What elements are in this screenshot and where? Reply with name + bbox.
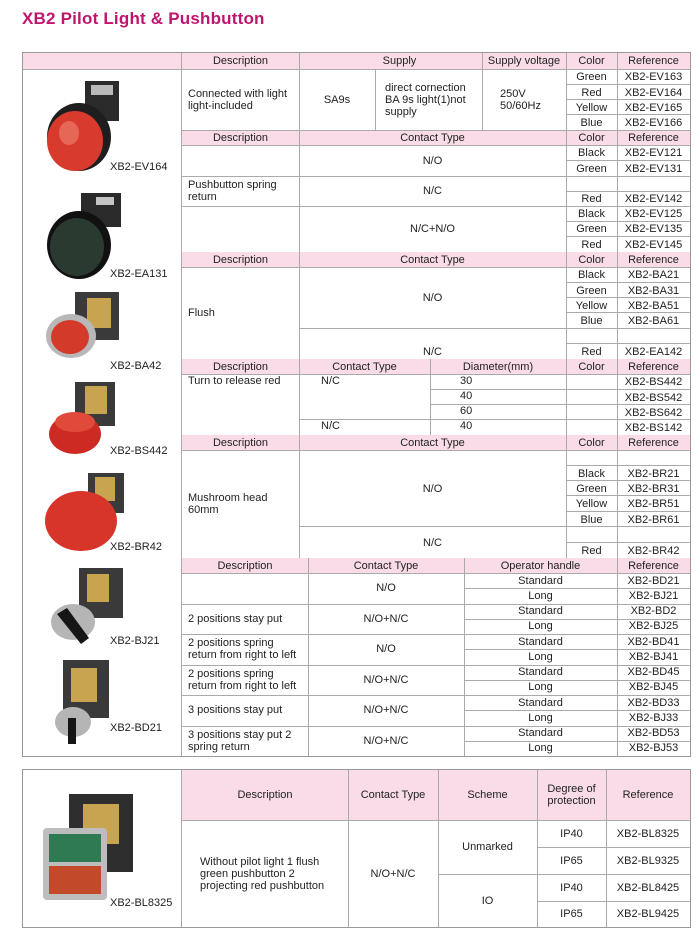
flush-ref [617, 329, 690, 344]
spring-color: Black [578, 207, 605, 220]
selector-contact: N/O+N/C [363, 612, 409, 625]
mushroom-color: Blue [580, 513, 603, 526]
spring-color: Red [581, 238, 602, 251]
bl-header-protection: Degree of protection [537, 770, 606, 820]
bl-protection: IP40 [560, 881, 583, 894]
flush-color: Red [581, 345, 602, 358]
operator-handle: Long [528, 620, 553, 633]
bl-ref: XB2-BL9325 [616, 854, 680, 867]
selector-ref: XB2-BJ25 [628, 620, 679, 633]
selector-contact: N/O+N/C [363, 704, 409, 717]
flush-color: Blue [580, 315, 603, 327]
pilot-ref: XB2-EV166 [624, 116, 683, 129]
selector-ref: XB2-BD45 [627, 666, 680, 679]
selector-ref: XB2-BJ53 [628, 742, 679, 755]
spring-contact: N/C [423, 185, 442, 197]
image-column-header [23, 53, 181, 69]
bl-contact: N/O+N/C [370, 867, 416, 880]
header-color: Color [566, 53, 617, 69]
product-label: XB2-EA131 [110, 268, 168, 280]
pilot-color: Red [581, 86, 602, 99]
mushroom-color: Yellow [575, 498, 608, 510]
mushroom-ref: XB2-BR42 [627, 544, 680, 557]
product-label: XB2-BJ21 [110, 635, 160, 647]
selector-description: 3 positions stay put 2 spring return [188, 728, 292, 753]
flush-ref: XB2-BA21 [627, 269, 680, 281]
selector-switch-photo [49, 658, 129, 748]
selector-contact: N/O+N/C [363, 673, 409, 686]
spring-ref: XB2-EV135 [624, 223, 683, 235]
bl-header-reference: Reference [606, 770, 690, 820]
header-description: Description [182, 558, 308, 573]
mushroom-description: Mushroom head 60mm [188, 492, 268, 516]
flush-red-button-photo [43, 288, 123, 363]
mushroom-color: Red [581, 544, 602, 557]
pilot-ref: XB2-EV165 [624, 101, 683, 114]
flush-color: Green [576, 284, 607, 297]
page-title: XB2 Pilot Light & Pushbutton [22, 9, 265, 28]
pilot-light-note: direct cornection BA 9s light(1)not supply [385, 81, 466, 118]
spring-ref: XB2-EV145 [624, 238, 683, 251]
pilot-color: Green [576, 71, 607, 83]
mushroom-contact: N/C [423, 537, 442, 549]
product-table [22, 52, 691, 757]
mushroom-ref: XB2-BR31 [627, 482, 680, 495]
selector-contact: N/O+N/C [363, 734, 409, 747]
diameter: 30 [460, 375, 473, 387]
header-diameter: Diameter(mm) [430, 359, 566, 374]
spring-ref: XB2-EV131 [624, 162, 683, 175]
spring-ref: XB2-EV142 [624, 192, 683, 205]
mushroom-color: Green [576, 482, 607, 495]
selector-contact: N/O [376, 582, 396, 595]
bl-protection: IP40 [560, 827, 583, 840]
header-reference: Reference [617, 53, 690, 69]
selector-ref: XB2-BD41 [627, 635, 680, 648]
bl-header-scheme: Scheme [438, 770, 537, 820]
flush-contact: N/C [423, 346, 442, 358]
header-description: Description [182, 359, 299, 374]
spring-ref: XB2-EV121 [624, 147, 683, 159]
turn-release-description: Turn to release red [188, 375, 281, 387]
operator-handle: Long [528, 589, 553, 602]
header-reference: Reference [617, 558, 690, 573]
mushroom-ref [617, 450, 690, 466]
flush-color [566, 329, 617, 344]
bl-description: Without pilot light 1 flush green pushbutton 2 projecting red pushbutton [200, 855, 325, 892]
spring-color: Red [581, 192, 602, 205]
header-reference: Reference [617, 359, 690, 374]
header-reference: Reference [617, 130, 690, 145]
turn-ref: XB2-BS542 [624, 391, 683, 404]
header-description: Description [182, 435, 299, 450]
bl-protection: IP65 [560, 908, 583, 920]
spring-color: Black [578, 147, 605, 159]
bl-scheme: Unmarked [462, 841, 513, 853]
mushroom-ref: XB2-BR61 [627, 513, 680, 526]
header-description: Description [182, 130, 299, 145]
operator-handle: Standard [518, 666, 563, 679]
header-reference: Reference [617, 252, 690, 267]
product-label: XB2-BD21 [110, 722, 162, 734]
operator-handle: Standard [518, 696, 563, 709]
bl-ref: XB2-BL9425 [616, 908, 680, 920]
spring-return-description: Pushbutton spring return [188, 179, 277, 203]
turn-release-contact: N/C [321, 375, 340, 387]
bl-header-contact-type: Contact Type [348, 770, 438, 820]
red-pilot-light-photo [41, 75, 131, 175]
selector-description: 2 positions stay put [188, 612, 283, 625]
spring-color [566, 176, 617, 191]
selector-ref: XB2-BJ21 [628, 589, 679, 602]
product-label: XB2-BL8325 [110, 897, 173, 909]
spring-color: Green [576, 162, 607, 175]
header-contact-type: Contact Type [299, 359, 430, 374]
operator-handle: Standard [518, 635, 563, 648]
header-contact-type: Contact Type [299, 130, 566, 145]
turn-ref: XB2-BS642 [624, 406, 683, 419]
operator-handle: Long [528, 681, 553, 694]
spring-color: Green [576, 223, 607, 235]
operator-handle: Long [528, 650, 553, 663]
turn-release-contact: N/C [321, 420, 340, 432]
flush-color: Yellow [575, 299, 608, 312]
pilot-color: Blue [580, 116, 603, 129]
selector-description: 2 positions spring return from right to left [188, 667, 297, 692]
mushroom-ref: XB2-BR51 [627, 498, 680, 510]
bl-ref: XB2-BL8425 [616, 881, 680, 894]
mushroom-color: Black [578, 467, 605, 480]
operator-handle: Long [528, 711, 553, 724]
flush-ref: XB2-BA51 [627, 299, 680, 312]
bl-scheme: IO [481, 894, 494, 907]
spring-ref [617, 176, 690, 191]
header-color: Color [566, 252, 617, 267]
header-operator-handle: Operator handle [464, 558, 617, 573]
product-label: XB2-BA42 [110, 360, 162, 372]
operator-handle: Standard [518, 605, 563, 618]
mushroom-ref [617, 527, 690, 543]
selector-description [182, 573, 308, 604]
product-label: XB2-BS442 [110, 445, 168, 457]
mushroom-ref: XB2-BR21 [627, 467, 680, 480]
header-description: Description [182, 53, 299, 69]
selector-description: 3 positions stay put [188, 704, 283, 717]
mushroom-color [566, 527, 617, 543]
flush-contact: N/O [422, 292, 443, 304]
selector-ref: XB2-BJ41 [628, 650, 679, 663]
double-pushbutton-photo [39, 788, 139, 903]
pilot-ref: XB2-EV163 [624, 71, 683, 83]
header-contact-type: Contact Type [299, 435, 566, 450]
operator-handle: Standard [518, 574, 563, 587]
product-label: XB2-EV164 [110, 161, 168, 173]
pilot-light-voltage: 250V 50/60Hz [500, 87, 541, 112]
operator-handle: Standard [518, 727, 563, 740]
turn-ref: XB2-BS442 [624, 376, 683, 388]
bl-ref: XB2-BL8325 [616, 827, 680, 840]
header-color: Color [566, 130, 617, 145]
flush-color: Black [578, 269, 605, 281]
spring-contact: N/C+N/O [410, 223, 455, 235]
header-description: Description [182, 252, 299, 267]
selector-ref: XB2-BD21 [627, 574, 680, 587]
header-supply: Supply [299, 53, 500, 69]
selector-ref: XB2-BJ45 [628, 681, 679, 694]
pilot-ref: XB2-EV164 [624, 86, 683, 99]
selector-ref: XB2-BJ33 [628, 711, 679, 724]
header-supply-voltage: Supply voltage [482, 53, 566, 69]
selector-ref: XB2-BD2 [630, 605, 677, 618]
flush-ref: XB2-BA61 [627, 315, 680, 327]
header-color: Color [566, 435, 617, 450]
pilot-light-description: Connected with light light-included [188, 87, 288, 112]
pilot-light-supply: SA9s [323, 93, 351, 106]
header-contact-type: Contact Type [308, 558, 464, 573]
header-contact-type: Contact Type [299, 252, 566, 267]
header-reference: Reference [617, 435, 690, 450]
flush-ref: XB2-EA142 [624, 345, 683, 358]
flush-ref: XB2-BA31 [627, 284, 680, 297]
bl-product-table [22, 769, 691, 928]
diameter: 40 [460, 390, 473, 402]
selector-contact: N/O [376, 643, 396, 656]
spring-ref: XB2-EV125 [624, 207, 683, 220]
header-color: Color [566, 359, 617, 374]
turn-ref: XB2-BS142 [624, 421, 683, 434]
bl-protection: IP65 [560, 854, 583, 867]
pilot-color: Yellow [575, 101, 608, 114]
product-label: XB2-BR42 [110, 541, 162, 553]
selector-ref: XB2-BD33 [627, 696, 680, 709]
spring-contact: N/O [422, 154, 443, 167]
selector-ref: XB2-BD53 [627, 727, 680, 740]
diameter: 60 [460, 405, 473, 417]
operator-handle: Long [528, 742, 553, 755]
diameter: 40 [460, 420, 473, 432]
mushroom-contact: N/O [422, 482, 443, 495]
flush-description: Flush [188, 307, 215, 319]
bl-header-description: Description [182, 770, 348, 820]
selector-description: 2 positions spring return from right to left [188, 637, 297, 662]
mushroom-color [566, 450, 617, 466]
